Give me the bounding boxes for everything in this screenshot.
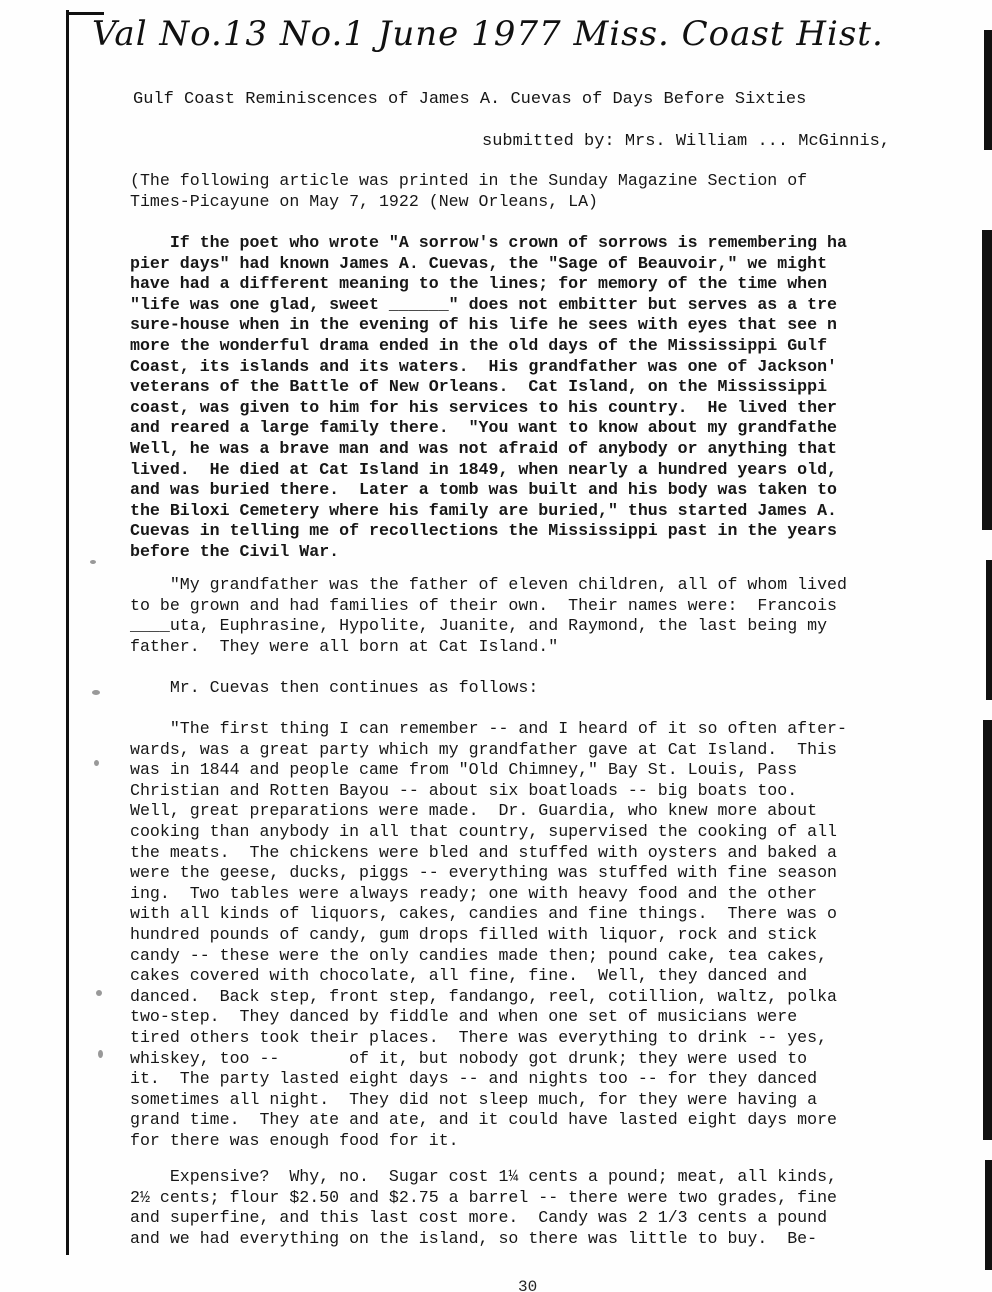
scan-edge-mark [982, 230, 992, 530]
body-paragraph-5: Expensive? Why, no. Sugar cost 1¼ cents a pound; meat, all kinds, 2½ cents; flour $2.50 and $2.75 a barrel -- there were two grades, fine and superfine, and this last cost more. Candy was 2 1/3 cents a pound and we had everything on the island, so there was little to buy. Be- [130, 1167, 838, 1248]
scan-speck [98, 1050, 103, 1058]
scan-speck [92, 690, 100, 695]
article-title: Gulf Coast Reminiscences of James A. Cuevas of Days Before Sixties [133, 90, 807, 109]
scan-edge-mark [984, 30, 992, 150]
scan-speck [94, 760, 99, 766]
scan-speck [90, 560, 96, 564]
intro-paragraph: (The following article was printed in the Sunday Magazine Section of Times-Picayune on May 7, 1922 (New Orleans, LA) [130, 171, 808, 211]
submitted-by: submitted by: Mrs. William ... McGinnis, [482, 132, 891, 151]
margin-rule [66, 10, 69, 1255]
scan-edge-mark [986, 560, 992, 700]
scan-speck [96, 990, 102, 996]
body-paragraph-2: "My grandfather was the father of eleven children, all of whom lived to be grown and had families of their own. Their names were: Francois ____uta, Euphrasine, Hypolite, Juanite, and Raymond, the last being my father. They were all born at Cat Island." [130, 575, 847, 656]
handwritten-annotation: Val No.13 No.1 June 1977 Miss. Coast Hist. [92, 14, 884, 54]
page-number: 30 [518, 1278, 538, 1292]
scan-edge-mark [985, 1160, 992, 1270]
body-paragraph-1: If the poet who wrote "A sorrow's crown of sorrows is remembering ha pier days" had known James A. Cuevas, the "Sage of Beauvoir," we might have had a different meaning to the lines; for memory of the time when "life was one glad, sweet ______" does not embitter but serves as a tre sure-house when in the evening of his life he sees with eyes that see n more the wonderful drama ended in the old days of the Mississippi Gulf Coast, its islands and its waters. His grandfather was one of Jackson' veterans of the Battle of New Orleans. Cat Island, on the Mississippi coast, was given to him for his services to his country. He lived ther and reared a large family there. "You want to know about my grandfathe Well, he was a brave man and was not afraid of anybody or anything that lived. He died at Cat Island in 1849, when nearly a hundred years old, and was buried there. Later a tomb was built and his body was taken to the Biloxi Cemetery where his family are buried," thus started James A. Cuevas in telling me of recollections the Mississippi past in the years before the Civil War. [130, 233, 847, 561]
body-paragraph-3: Mr. Cuevas then continues as follows: [130, 678, 539, 697]
scan-edge-mark [983, 720, 992, 1140]
body-paragraph-4: "The first thing I can remember -- and I heard of it so often after- wards, was a great party which my grandfather gave at Cat Island. This was in 1844 and people came from "Old Chimney," Bay St. Louis, Pass Christian and Rotten Bayou -- about six boatloads -- big boats too. Well, great preparations were made. Dr. Guardia, who knew more about cooking than anybody in all that country, supervised the cooking of all the meats. The chickens were bled and stuffed with oysters and baked a were the geese, ducks, piggs -- everything was stuffed with fine season ing. Two tables were always ready; one with heavy food and the other with all kinds of liquors, cakes, candies and fine things. There was o hundred pounds of candy, gum drops filled with liquor, rock and stick candy -- these were the only candies made then; pound cake, tea cakes, cakes covered with chocolate, all fine, fine. Well, they danced and danced. Back step, front step, fandango, reel, cotillion, waltz, polka two-step. They danced by fiddle and when one set of musicians were tired others took their places. There was everything to drink -- yes, whiskey, too -- of it, but nobody got drunk; they were used to it. The party lasted eight days -- and nights too -- for they danced sometimes all night. They did not sleep much, for they were having a grand time. They ate and ate, and it could have lasted eight days more for there was enough food for it. [130, 719, 847, 1150]
